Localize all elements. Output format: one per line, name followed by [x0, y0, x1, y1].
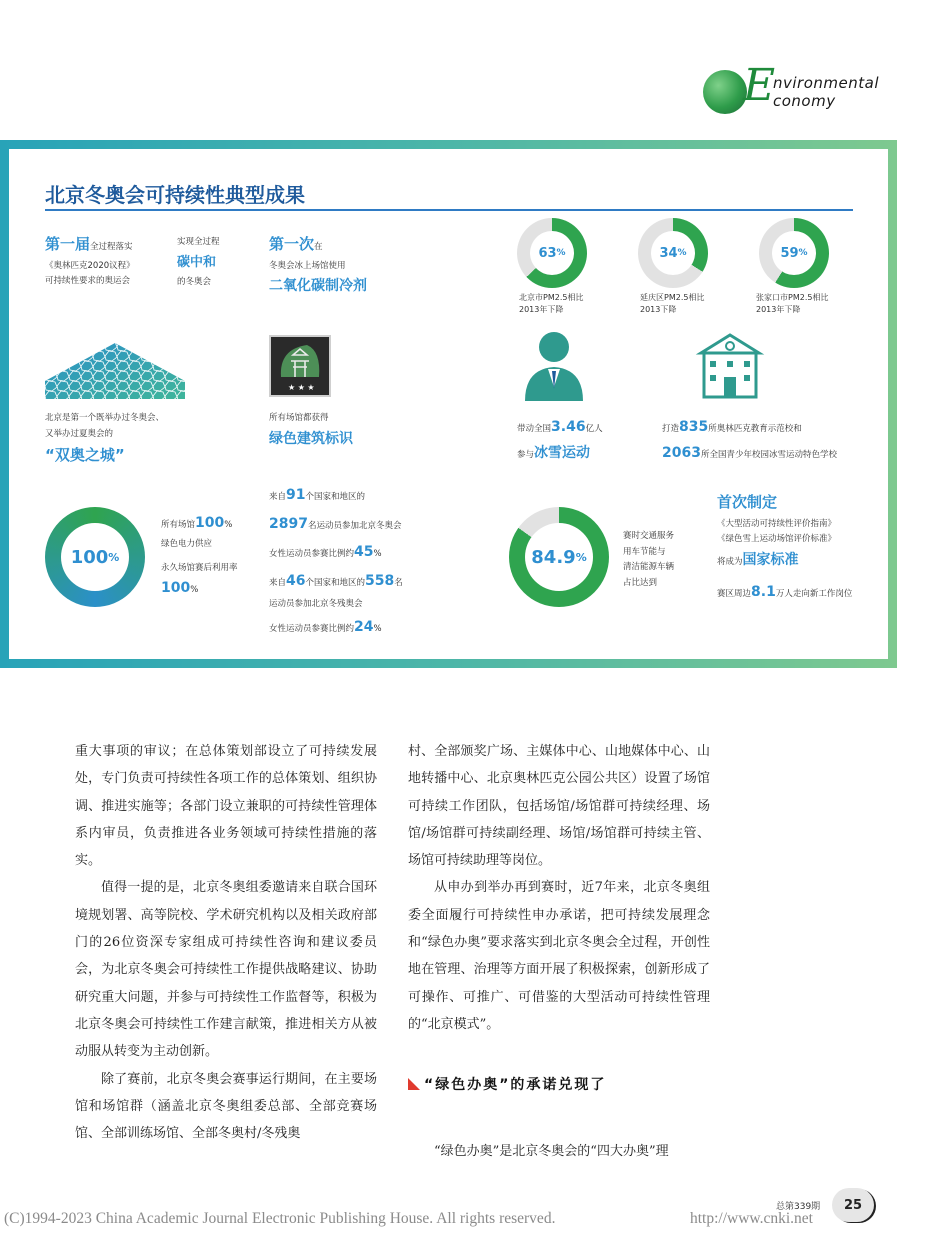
pm-caption-yanqing: 延庆区PM2.5相比 2013下降	[640, 293, 705, 315]
paragraph: 除了赛前，北京冬奥会赛事运行期间，在主要场馆和场馆群（涵盖北京冬奥组委总部、全部竞赛场馆、全部训练场馆、全部冬奥村/冬残奥	[75, 1071, 377, 1142]
paragraph: 重大事项的审议；在总体策划部设立了可持续发展处，专门负责可持续性各项工作的总体策划、组织协调、推进实施等；各部门设立兼职的可持续性管理体系内审员，负责推进各业务领域可持续性措施的落实。	[75, 744, 377, 869]
red-triangle-icon	[408, 1078, 420, 1090]
double-olympic-city-block: 北京是第一个既举办过冬奥会、 又举办过夏奥会的 “双奥之城”	[45, 413, 165, 465]
pm-donut-zhangjiakou: 59 %	[759, 218, 829, 288]
paragraph: 村、全部颁奖广场、主媒体中心、山地媒体中心、山地转播中心、北京奥林匹克公园公共区）设置了场馆可持续工作团队，包括场馆/场馆群可持续经理、场馆/场馆群可持续副经理、场馆/场馆群可持续主管、场馆可持续助理等岗位。	[408, 744, 710, 869]
issue-number: 总第339期	[776, 1202, 821, 1212]
pm-donut-yanqing: 34 %	[638, 218, 708, 288]
svg-text:★ ★ ★: ★ ★ ★	[288, 383, 315, 392]
body-right-column	[408, 738, 710, 1038]
page-number: 25	[832, 1188, 874, 1222]
globe-icon	[703, 70, 747, 114]
paragraph: 从申办到举办再到赛时，近7年来，北京冬奥组委全面履行可持续性申办承诺，把可持续发展理念和“绿色办奥”要求落实到北京冬奥会全过程，开创性地在管理、治理等方面开展了积极探索，创新形成了可操作、可推广、可借鉴的大型活动可持续性管理的“北京模式”。	[408, 880, 710, 1032]
athletes-block: 来自91个国家和地区的 2897名运动员参加北京冬奥会 女性运动员参赛比例约45% 来自46个国家和地区的558名 运动员参加北京冬残奥会 女性运动员参赛比例约24%	[269, 487, 403, 636]
co2-refrigerant-block: 第一次在 冬奥会冰上场馆使用 二氧化碳制冷剂	[269, 235, 367, 295]
title-divider	[45, 209, 853, 211]
pm-caption-zhangjiakou: 张家口市PM2.5相比 2013年下降	[756, 293, 829, 315]
green-building-badge-icon	[269, 335, 331, 397]
logo-word-2: conomy	[773, 92, 836, 110]
journal-logo	[703, 60, 883, 120]
copyright-notice: (C)1994-2023 China Academic Journal Electronic Publishing House. All rights reserved.	[4, 1210, 556, 1227]
pm-caption-beijing: 北京市PM2.5相比 2013年下降	[519, 293, 584, 315]
logo-letter: E	[743, 60, 776, 111]
green-power-donut: 100 %	[45, 507, 145, 607]
standards-block: 首次制定 《大型活动可持续性评价指南》 《绿色雪上运动场馆评价标准》 将成为国家标准 赛区周边8.1万人走向新工作岗位	[717, 493, 853, 601]
green-power-block: 所有场馆100% 绿色电力供应 永久场馆赛后利用率 100%	[161, 515, 238, 597]
green-building-block: 所有场馆都获得 绿色建筑标识	[269, 413, 353, 447]
cnki-link[interactable]: http://www.cnki.net	[690, 1210, 813, 1227]
carbon-neutral-block: 实现全过程 碳中和 的冬奥会	[177, 237, 220, 287]
transport-donut: 84.9 %	[509, 507, 609, 607]
infographic-title: 北京冬奥会可持续性典型成果	[45, 183, 305, 207]
pm-donut-beijing: 63 %	[517, 218, 587, 288]
section-heading: “绿色办奥”的承诺兑现了	[408, 1074, 606, 1094]
person-icon	[521, 327, 587, 401]
paragraph: 值得一提的是，北京冬奥组委邀请来自联合国环境规划署、高等院校、学术研究机构以及相关政府部门的26位资深专家组成可持续性咨询和建议委员会，为北京冬奥会可持续性工作提供战略建议、协助研究重大问题，并参与可持续性工作监督等，积极为北京冬奥会可持续性工作建言献策，推进相关方从被动服从转变为主动创新。	[75, 880, 377, 1060]
ice-snow-participation-block: 带动全国3.46亿人 参与冰雪运动	[517, 419, 603, 461]
body-left-column	[75, 738, 377, 1147]
first-olympics-block: 第一届全过程落实 《奥林匹克2020议程》 可持续性要求的奥运会	[45, 235, 135, 287]
schools-block: 打造835所奥林匹克教育示范校和 2063所全国青少年校园冰雪运动特色学校	[662, 419, 837, 461]
infographic-panel	[0, 140, 897, 668]
water-cube-illustration	[45, 341, 185, 401]
logo-word-1: nvironmental	[773, 74, 879, 92]
section-first-line: “绿色办奥”是北京冬奥会的“四大办奥”理	[434, 1144, 669, 1159]
transport-block: 赛时交通服务 用车节能与 清洁能源车辆 占比达到	[623, 531, 675, 589]
school-icon	[695, 329, 765, 401]
